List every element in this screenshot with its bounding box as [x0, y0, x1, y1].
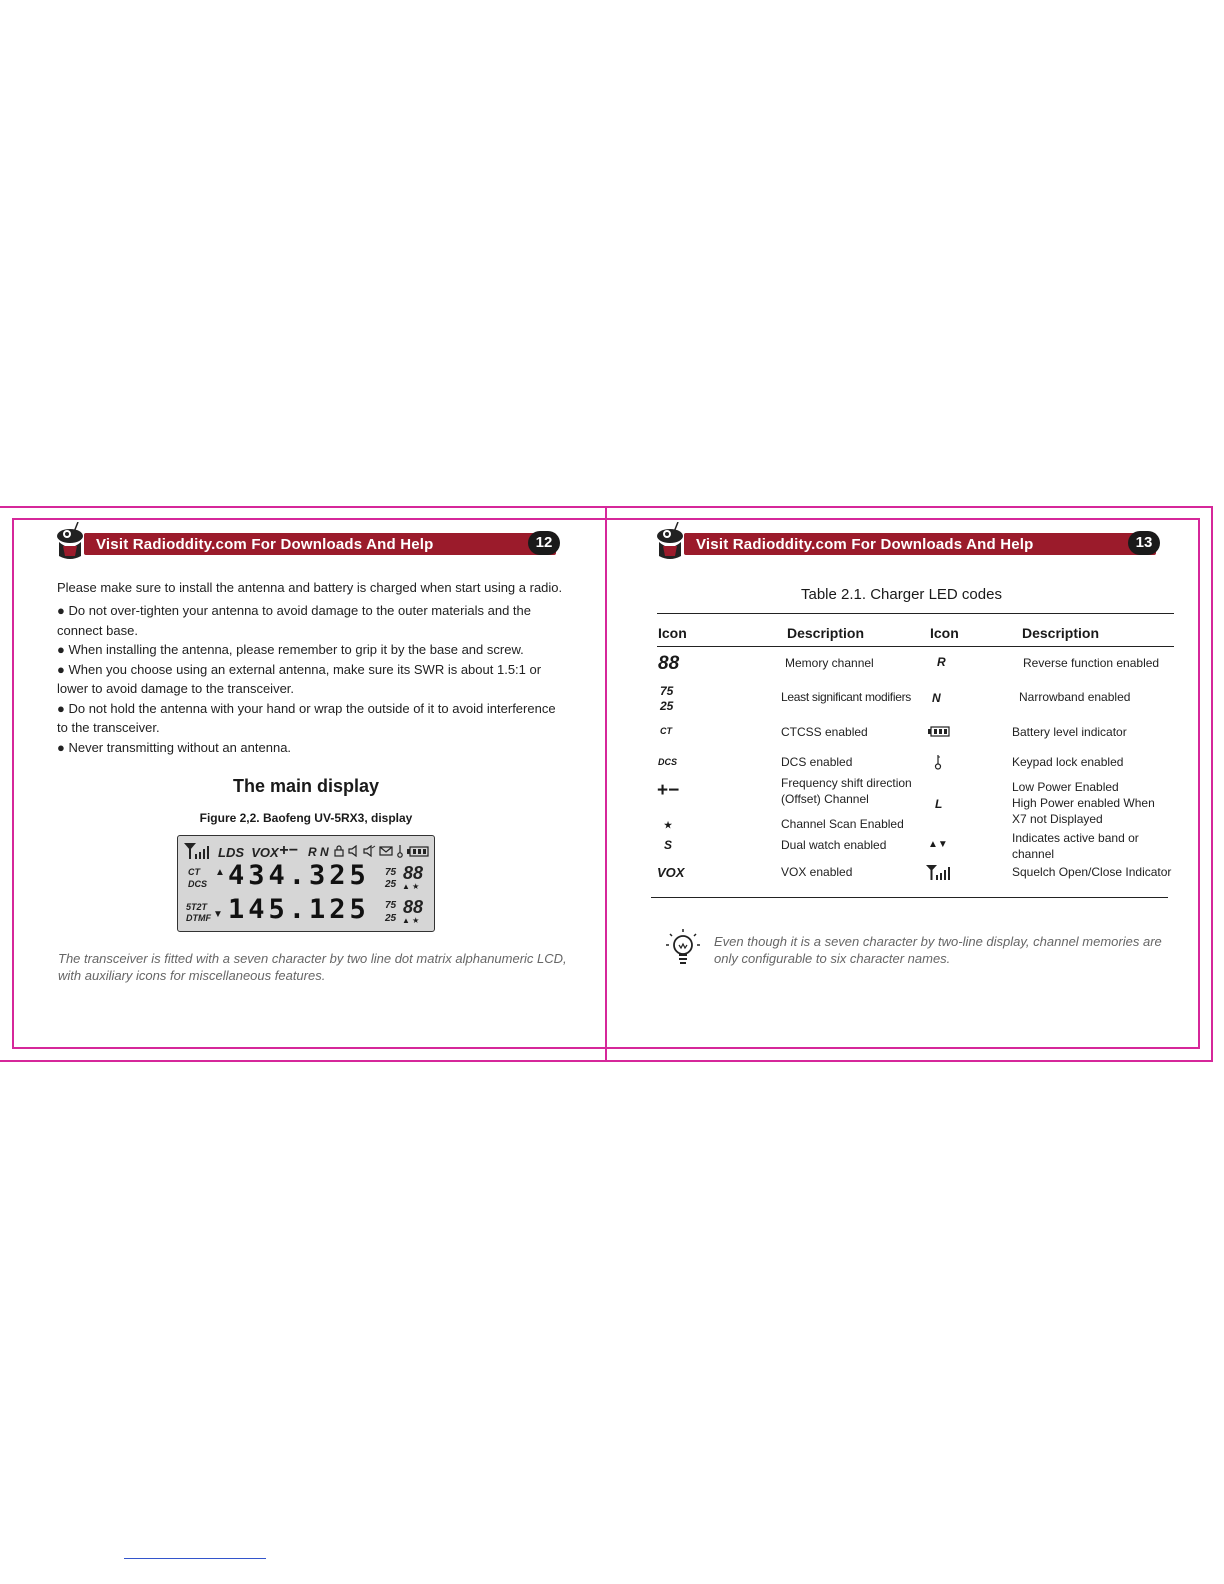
- band-star-b: ▲ ★: [402, 916, 420, 925]
- frame-right-outer: [1211, 506, 1213, 1062]
- low-power-desc: Low Power Enabled: [1012, 780, 1119, 794]
- intro-text: Please make sure to install the antenna and battery is charged when start using a radio.: [57, 580, 563, 595]
- lds-vox-label: LDS VOX: [218, 845, 279, 860]
- lightbulb-tip-icon: [664, 928, 702, 970]
- modifier-25-icon: 25: [660, 699, 674, 713]
- table-top-rule: [657, 613, 1174, 614]
- band-arrows-icon: ▲▼: [928, 839, 948, 850]
- memory-channel-desc: Memory channel: [785, 656, 874, 670]
- mod-25-b: 25: [385, 913, 397, 924]
- lcd-description-note: The transceiver is fitted with a seven character by two line dot matrix alphanumeric LCD, with auxiliary icons for miscellaneous features.: [58, 951, 567, 983]
- dcs-label: DCS: [188, 879, 208, 889]
- frequency-a: 434.325: [228, 860, 370, 891]
- desc-line: Frequency shift direction: [781, 776, 912, 790]
- desc-line: X7 not Displayed: [1012, 811, 1103, 826]
- high-power-desc: [1012, 796, 1155, 827]
- speaker-icon: [348, 845, 360, 857]
- right-banner: [656, 530, 1156, 556]
- shift-direction-icon: +−: [657, 780, 680, 801]
- section-heading: The main display: [232, 776, 380, 796]
- stdt-label: 5T2T: [186, 902, 208, 912]
- mod-75-a: 75: [385, 867, 397, 878]
- vox-icon: VOX: [657, 865, 685, 880]
- left-banner: [56, 530, 556, 556]
- frame-right-inner: [1198, 518, 1200, 1048]
- squelch-desc: Squelch Open/Close Indicator: [1012, 865, 1172, 879]
- modifiers-desc: Least significant modifiers: [781, 690, 911, 704]
- channel-b: 88: [403, 897, 424, 917]
- alarm-icon: [363, 845, 376, 857]
- key-lock-icon: [396, 844, 404, 858]
- figure-caption: Figure 2,2. Baofeng UV-5RX3, display: [199, 811, 413, 825]
- bullet-line: connect base.: [57, 622, 138, 638]
- shift-direction-desc: [781, 776, 912, 807]
- battery-icon: [928, 726, 950, 737]
- active-band-desc: [1012, 831, 1139, 862]
- desc-line: High Power enabled When: [1012, 796, 1155, 810]
- desc-line: channel: [1012, 846, 1055, 861]
- band-star-a: ▲ ★: [402, 882, 420, 891]
- bullet-line: ● Do not over-tighten your antenna to avoid damage to the outer materials and the: [57, 603, 531, 618]
- ct-label: CT: [188, 867, 200, 877]
- plus-minus-label: +−: [279, 842, 298, 859]
- page-number: 13: [1128, 531, 1160, 555]
- bullet-line: ● Never transmitting without an antenna.: [57, 739, 292, 755]
- ctcss-desc: CTCSS enabled: [781, 725, 868, 739]
- down-arrow-icon: ▼: [213, 909, 223, 920]
- dtmf-label: DTMF: [186, 913, 211, 923]
- bullet-line: to the transceiver.: [57, 720, 160, 735]
- bottom-link-line: [124, 1558, 266, 1559]
- desc-line: Indicates active band or: [1012, 831, 1139, 845]
- table-bottom-rule: [651, 897, 1168, 898]
- battery-desc: Battery level indicator: [1012, 725, 1127, 739]
- reverse-desc: Reverse function enabled: [1023, 656, 1160, 670]
- mod-25-a: 25: [385, 879, 397, 890]
- desc-line: (Offset) Channel: [781, 791, 869, 806]
- header-icon-2: Icon: [930, 625, 959, 641]
- vox-desc: VOX enabled: [781, 865, 853, 879]
- banner-title: Visit Radioddity.com For Downloads And Help: [96, 536, 434, 553]
- lcd-display-figure: [177, 835, 435, 932]
- squelch-antenna-icon: [925, 864, 953, 880]
- banner-title: Visit Radioddity.com For Downloads And Help: [696, 536, 1034, 553]
- dcs-desc: DCS enabled: [781, 755, 853, 769]
- header-desc-1: Description: [787, 625, 865, 641]
- dcs-icon: DCS: [658, 757, 678, 767]
- table-header-rule: [657, 646, 1174, 647]
- dual-watch-desc: Dual watch enabled: [781, 838, 887, 852]
- tip-text: Even though it is a seven character by two-line display, channel memories are only configurable to six character names.: [714, 934, 1162, 966]
- scan-desc: Channel Scan Enabled: [781, 817, 904, 831]
- header-desc-2: Description: [1022, 625, 1100, 641]
- lock-icon: [334, 845, 344, 857]
- scan-star-icon: ★: [664, 820, 673, 830]
- narrowband-desc: Narrowband enabled: [1019, 690, 1131, 704]
- narrowband-icon: N: [932, 691, 941, 705]
- page-number: 12: [528, 531, 560, 555]
- keypad-lock-desc: Keypad lock enabled: [1012, 755, 1124, 769]
- frequency-b: 145.125: [228, 894, 370, 925]
- bullet-line: ● When you choose using an external antenna, make sure its SWR is about 1.5:1 or: [57, 661, 542, 677]
- ctcss-icon: CT: [660, 726, 672, 736]
- bullet-line: ● When installing the antenna, please remember to grip it by the base and screw.: [57, 642, 524, 657]
- up-arrow-icon: ▲: [215, 867, 225, 878]
- mod-75-b: 75: [385, 900, 397, 911]
- reverse-icon: R: [937, 655, 946, 669]
- signal-antenna-icon: [183, 842, 213, 860]
- bullet-line: lower to avoid damage to the transceiver.: [57, 681, 295, 696]
- channel-a: 88: [403, 863, 424, 883]
- bullet-line: ● Do not hold the antenna with your hand or wrap the outside of it to avoid interference: [57, 700, 556, 716]
- power-level-icon: L: [935, 797, 943, 811]
- antenna-bullets: [57, 601, 577, 757]
- keypad-lock-icon: [934, 754, 942, 770]
- memory-channel-icon: 88: [658, 653, 680, 674]
- battery-icon: [407, 846, 429, 857]
- message-envelope-icon: [379, 846, 393, 856]
- modifier-75-icon: 75: [660, 684, 674, 698]
- rn-label: R N: [308, 845, 329, 859]
- dual-watch-icon: S: [664, 838, 673, 852]
- header-icon-1: Icon: [658, 625, 687, 641]
- table-title: Table 2.1. Charger LED codes: [801, 586, 1002, 603]
